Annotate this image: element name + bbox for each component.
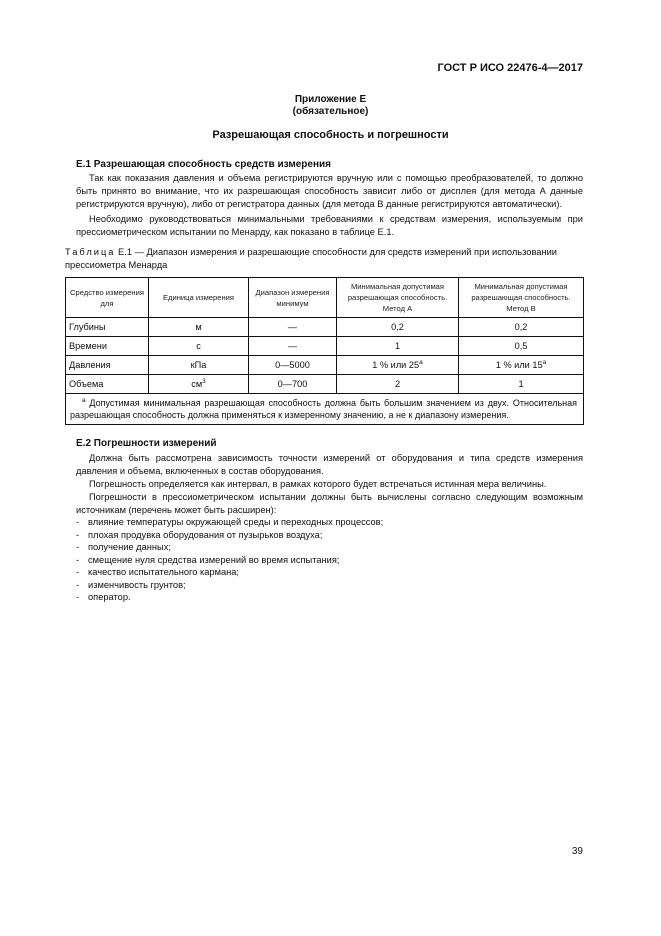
header-cell-method-a: Минимальная допустимая разрешающая способность. Метод А [337, 278, 459, 318]
list-item: - плохая продувка оборудования от пузырьков воздуха; [76, 529, 323, 540]
header-cell-range: Диапазон измерения минимум [249, 278, 337, 318]
error-sources-list [76, 516, 583, 604]
list-item: - влияние температуры окружающей среды и переходных процессов; [76, 517, 384, 527]
table-row [66, 375, 584, 394]
table-caption [65, 246, 583, 271]
e1-heading: Е.1 Разрешающая способность средств измерения [76, 159, 331, 170]
measurement-table [65, 277, 584, 425]
cell-method-b: 0,2 [459, 318, 584, 337]
section-title: Разрешающая способность и погрешности [212, 129, 449, 141]
table-row [66, 337, 584, 356]
e2-paragraph: Должна быть рассмотрена зависимость точности измерений от оборудования и типа средств измерения давления и объема, включенных в состав оборудования. [76, 453, 583, 476]
table-row [66, 356, 584, 375]
cell-method-b: 0,5 [459, 337, 584, 356]
cell-method-a: 1 % или $25^а$ [337, 356, 459, 375]
list-item: - оператор. [76, 592, 131, 602]
e1-paragraph: Необходимо руководствоваться минимальными требованиями к средствам измерения, используемым при прессиометрическом испытании по Менарду, как показано в таблице Е.1. [76, 214, 583, 237]
e2-heading: Е.2 Погрешности измерений [76, 438, 217, 449]
e2-paragraph: Погрешности в прессиометрическом испытании должны быть вычислены согласно следующим возможным источникам (перечень может быть расширен): [76, 492, 583, 515]
cell-range: — [249, 318, 337, 337]
e2-paragraph: Погрешность определяется как интервал, в рамках которого будет встречаться истинная мера величины. [89, 479, 547, 489]
cell-method-a: 2 [337, 375, 459, 394]
footnote-text: Допустимая минимальная разрешающая способность должна быть большим значением из двух. Относительная разрешающая способность должна применяться к измеренному значению, а не к диапазону измерения. [70, 397, 577, 420]
appendix-title: Приложение Е [294, 94, 367, 105]
table-footnote-row [66, 394, 584, 425]
table-caption-label: Таблица [65, 247, 116, 257]
cell-method-b: 1 % или $15^а$ [459, 356, 584, 375]
document-code: ГОСТ Р ИСО 22476-4—2017 [437, 62, 583, 74]
e1-paragraph: Так как показания давления и объема регистрируются вручную или с помощью преобразователей, то должно быть принято во внимание, что их разрешающая способность зависит либо от дисплея (для метода А данные регистрируются вручную), либо от регистратора данных (для метода В данные регистрируются автоматически). [76, 173, 583, 209]
page-number: 39 [571, 846, 583, 857]
list-item: - получение данных; [76, 542, 171, 552]
cell-unit: кПа [149, 356, 249, 375]
cell-item: Объема [66, 375, 149, 394]
table-caption-text: Е.1 — Диапазон измерения и разрешающие способности для средств измерений при использовании прессиометра Менарда [65, 247, 557, 270]
cell-range: 0—5000 [249, 356, 337, 375]
cell-item: Глубины [66, 318, 149, 337]
cell-unit: $см^3$ [149, 375, 249, 394]
cell-item: Давления [66, 356, 149, 375]
appendix-status: (обязательное) [292, 106, 369, 117]
header-cell-method-b: Минимальная допустимая разрешающая способность. Метод В [459, 278, 584, 318]
cell-range: — [249, 337, 337, 356]
header-cell-unit: Единица измерения [149, 278, 249, 318]
cell-range: 0—700 [249, 375, 337, 394]
table-header-row [66, 278, 584, 318]
table-footnote [66, 394, 584, 425]
footnote-mark: а [82, 396, 86, 404]
cell-unit: с [149, 337, 249, 356]
list-item: - смещение нуля средства измерений во время испытания; [76, 554, 340, 565]
cell-method-b: 1 [459, 375, 584, 394]
cell-unit: м [149, 318, 249, 337]
header-cell-item: Средство измерения для [66, 278, 149, 318]
list-item: - изменчивость грунтов; [76, 579, 186, 590]
cell-method-a: 1 [337, 337, 459, 356]
list-item: - качество испытательного кармана; [76, 567, 240, 577]
cell-method-a: 0,2 [337, 318, 459, 337]
table-row [66, 318, 584, 337]
cell-item: Времени [66, 337, 149, 356]
